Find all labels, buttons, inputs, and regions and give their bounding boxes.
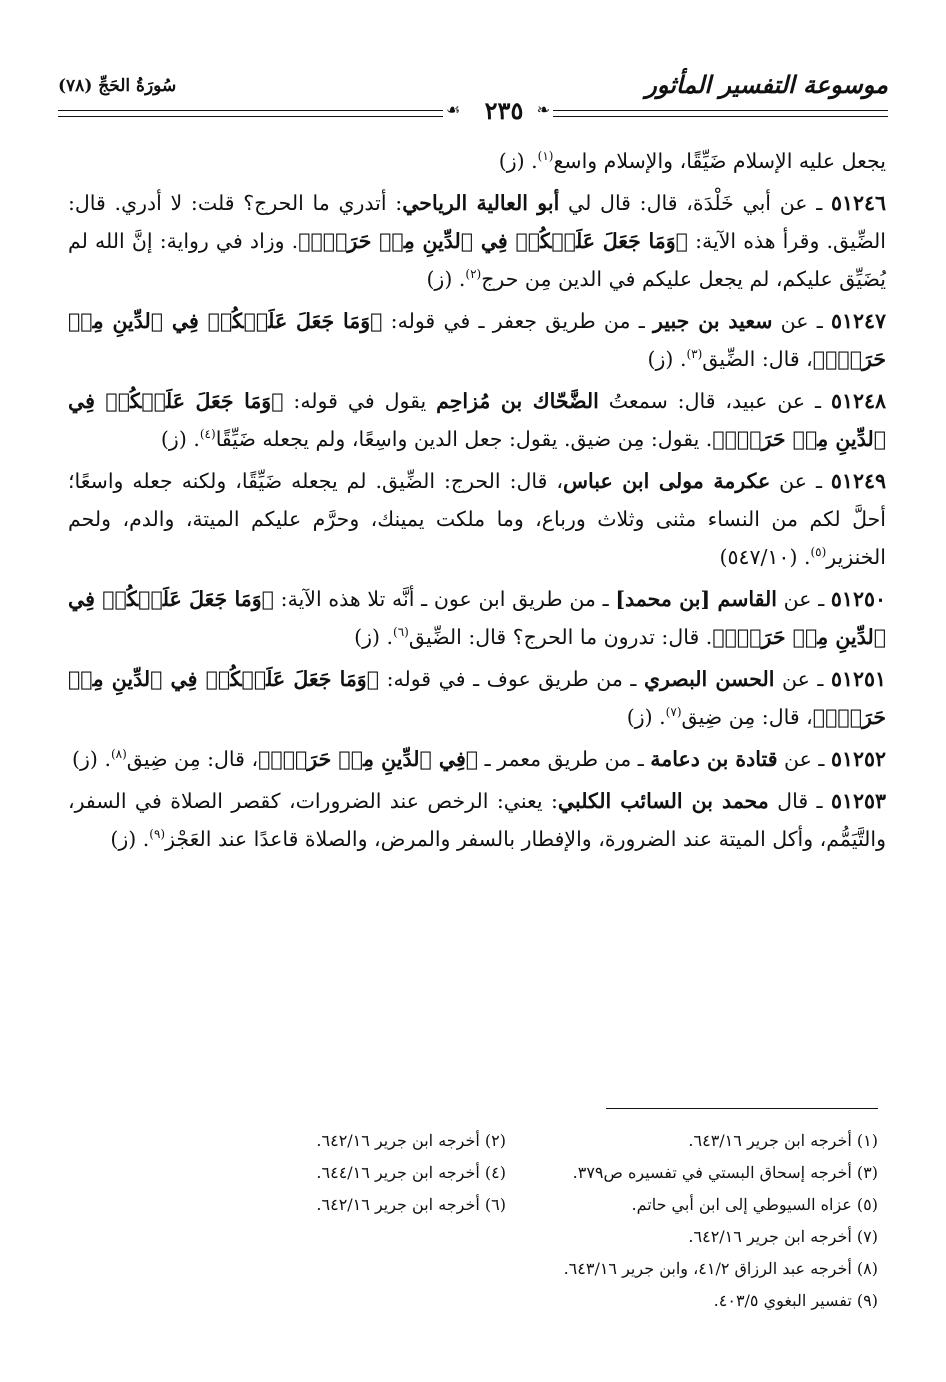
- ornament-left-icon: ☙: [446, 100, 461, 119]
- text: ـ عن: [777, 747, 831, 771]
- text: . (ز): [160, 427, 200, 451]
- footnote-row: [60, 1284, 878, 1316]
- text: . (ز): [426, 267, 466, 291]
- narration-51252: [68, 740, 886, 778]
- narration-number: ٥١٢٤٩: [830, 469, 886, 493]
- surah-label: سُورَةُ الحَجِّ (٧٨): [58, 76, 177, 96]
- text: ـ عن: [770, 469, 831, 493]
- footnote-ref: (٧): [665, 705, 682, 720]
- page-number: ٢٣٥: [484, 96, 524, 125]
- main-text: [68, 142, 886, 862]
- footnote-5: (٥) عزاه السيوطي إلى ابن أبي حاتم.: [631, 1194, 878, 1214]
- footnote-row: [60, 1252, 878, 1284]
- text: ـ عن: [774, 667, 831, 691]
- footnote-ref: (٩): [149, 827, 166, 842]
- quran-verse: ﴿فِي ٱلدِّينِ مِنۡ حَرَجٖۚ﴾: [258, 747, 479, 771]
- narration-51251: [68, 660, 886, 736]
- narration-51246: [68, 184, 886, 298]
- text: ، قال: الضِّيق: [702, 347, 813, 371]
- footnote-ref: (٢): [465, 267, 482, 282]
- narration-number: ٥١٢٤٨: [830, 389, 887, 413]
- narration-51249: [68, 462, 886, 576]
- footnote-3: (٣) أخرجه إسحاق البستي في تفسيره ص٣٧٩.: [572, 1162, 878, 1182]
- narrator-name: الضَّحّاك بن مُزاحِم: [436, 389, 599, 413]
- narration-number: ٥١٢٥٠: [830, 587, 886, 611]
- text: . يقول: مِن ضيق. يقول: جعل الدين واسِعًا، ولم يجعله ضَيِّقًا: [215, 427, 713, 451]
- narration-51248: [68, 382, 886, 458]
- narration-number: ٥١٢٥٢: [830, 747, 886, 771]
- text: . (ز): [626, 705, 666, 729]
- text: . قال: تدرون ما الحرج؟ قال: الضِّيق: [408, 625, 713, 649]
- text: ـ قال: [768, 789, 831, 813]
- quran-verse: ﴿وَمَا جَعَلَ عَلَيۡكُمۡ فِي ٱلدِّينِ مِنۡ حَرَجٖۚ﴾: [298, 229, 688, 253]
- text: ـ من طريق جعفر ـ في قوله:: [382, 309, 653, 333]
- text: . (ز): [647, 347, 687, 371]
- narrator-name: عكرمة مولى ابن عباس: [563, 469, 771, 493]
- narration-number: ٥١٢٥٣: [830, 789, 887, 813]
- footnote-ref: (٣): [686, 347, 703, 362]
- paragraph-continuation: [68, 142, 886, 180]
- footnote-8: (٨) أخرجه عبد الرزاق ٤١/٢، وابن جرير ٦٤٣/١٦.: [563, 1258, 878, 1278]
- footnote-2: (٢) أخرجه ابن جرير ٦٤٢/١٦.: [316, 1130, 506, 1150]
- narration-number: ٥١٢٥١: [830, 667, 886, 691]
- narration-51253: [68, 782, 886, 858]
- text: . (٥٤٧/١٠): [719, 545, 811, 569]
- text: ، قال: مِن ضِيق: [126, 747, 259, 771]
- narration-number: ٥١٢٤٧: [830, 309, 886, 333]
- text: يقول في قوله:: [283, 389, 437, 413]
- quran-verse: ﴿وَمَا جَعَلَ عَلَيۡكُمۡ فِي ٱلدِّينِ مِنۡ حَرَجٖۚ﴾: [68, 389, 886, 451]
- footnote-6: (٦) أخرجه ابن جرير ٦٤٢/١٦.: [316, 1194, 506, 1214]
- narrator-name: قتادة بن دعامة: [650, 747, 778, 771]
- text: يجعل عليه الإسلام ضَيِّقًا، والإسلام واسع: [553, 149, 886, 173]
- text: ـ عن: [772, 309, 831, 333]
- footnote-ref: (٨): [110, 747, 127, 762]
- page-header: [58, 60, 888, 130]
- footnote-row: [60, 1156, 878, 1188]
- header-rule-left: [58, 110, 443, 117]
- text: ـ من طريق معمر ـ: [478, 747, 651, 771]
- footnote-ref: (٦): [393, 625, 409, 640]
- footnote-row: [60, 1188, 878, 1220]
- footnote-7: (٧) أخرجه ابن جرير ٦٤٢/١٦.: [688, 1226, 878, 1246]
- quran-verse: ﴿وَمَا جَعَلَ عَلَيۡكُمۡ فِي ٱلدِّينِ مِنۡ حَرَجٖۚ﴾: [68, 587, 886, 649]
- text: ـ عن: [776, 587, 831, 611]
- narrator-name: سعيد بن جبير: [653, 309, 773, 333]
- text: ـ عن أبي خَلْدَة، قال: قال لي: [559, 191, 831, 215]
- text: ـ من طريق ابن عون ـ أنَّه تلا هذه الآية:: [273, 587, 616, 611]
- footnote-1: (١) أخرجه ابن جرير ٦٤٣/١٦.: [688, 1130, 878, 1150]
- text: . (ز): [72, 747, 111, 771]
- footnote-ref: (١): [537, 149, 554, 164]
- narrator-name: أبو العالية الرياحي: [402, 191, 560, 215]
- text: . (ز): [110, 827, 150, 851]
- footnote-ref: (٤): [199, 427, 216, 442]
- footnote-row: [60, 1124, 878, 1156]
- text: . (ز): [354, 625, 394, 649]
- book-title: موسوعة التفسير المأثور: [645, 70, 888, 99]
- text: : يعني: الرخص عند الضرورات، كقصر الصلاة في السفر، والتَّيَمُّم، وأكل الميتة عند الضرورة، والإفطار بالسفر والمرض، والصلاة قاعدًا عند العَجْز: [68, 789, 886, 851]
- ornament-right-icon: ❧: [536, 100, 550, 119]
- text: ، قال: الحرج: الضِّيق. لم يجعله ضَيِّقًا، ولكنه جعله واسعًا؛ أحلَّ لكم من النساء مثنى وثلاث ورباع، وما ملكت يمينك، وحرَّم عليكم الميتة، والدم، ولحم الخنزير: [68, 469, 886, 569]
- footnote-separator: [606, 1108, 878, 1109]
- quran-verse: ﴿وَمَا جَعَلَ عَلَيۡكُمۡ فِي ٱلدِّينِ مِنۡ حَرَجٖۚ﴾: [68, 667, 886, 729]
- text: ، قال: مِن ضِيق: [681, 705, 813, 729]
- text: . وزاد في رواية: إنَّ الله لم يُضَيِّق عليكم، لم يجعل عليكم في الدين مِن حرج: [68, 229, 886, 291]
- header-rule-right: [553, 110, 888, 117]
- footnote-4: (٤) أخرجه ابن جرير ٦٤٤/١٦.: [316, 1162, 506, 1182]
- narrator-name: الحسن البصري: [643, 667, 775, 691]
- footnote-row: [60, 1220, 878, 1252]
- footnotes: [60, 1124, 878, 1316]
- narrator-name: القاسم [بن محمد]: [615, 587, 777, 611]
- footnote-9: (٩) تفسير البغوي ٤٠٣/٥.: [713, 1290, 878, 1310]
- footnote-ref: (٥): [810, 545, 827, 560]
- narration-51247: [68, 302, 886, 378]
- narrator-name: محمد بن السائب الكلبي: [557, 789, 769, 813]
- narration-51250: [68, 580, 886, 656]
- text: . (ز): [498, 149, 538, 173]
- text: : أتدري ما الحرج؟ قلت: لا أدري. قال: الضِّيق. وقرأ هذه الآية:: [68, 191, 887, 253]
- text: ـ من طريق عوف ـ في قوله:: [379, 667, 644, 691]
- quran-verse: ﴿وَمَا جَعَلَ عَلَيۡكُمۡ فِي ٱلدِّينِ مِنۡ حَرَجٖۚ﴾: [68, 309, 886, 371]
- text: ـ عن عبيد، قال: سمعتُ: [598, 389, 831, 413]
- narration-number: ٥١٢٤٦: [830, 191, 887, 215]
